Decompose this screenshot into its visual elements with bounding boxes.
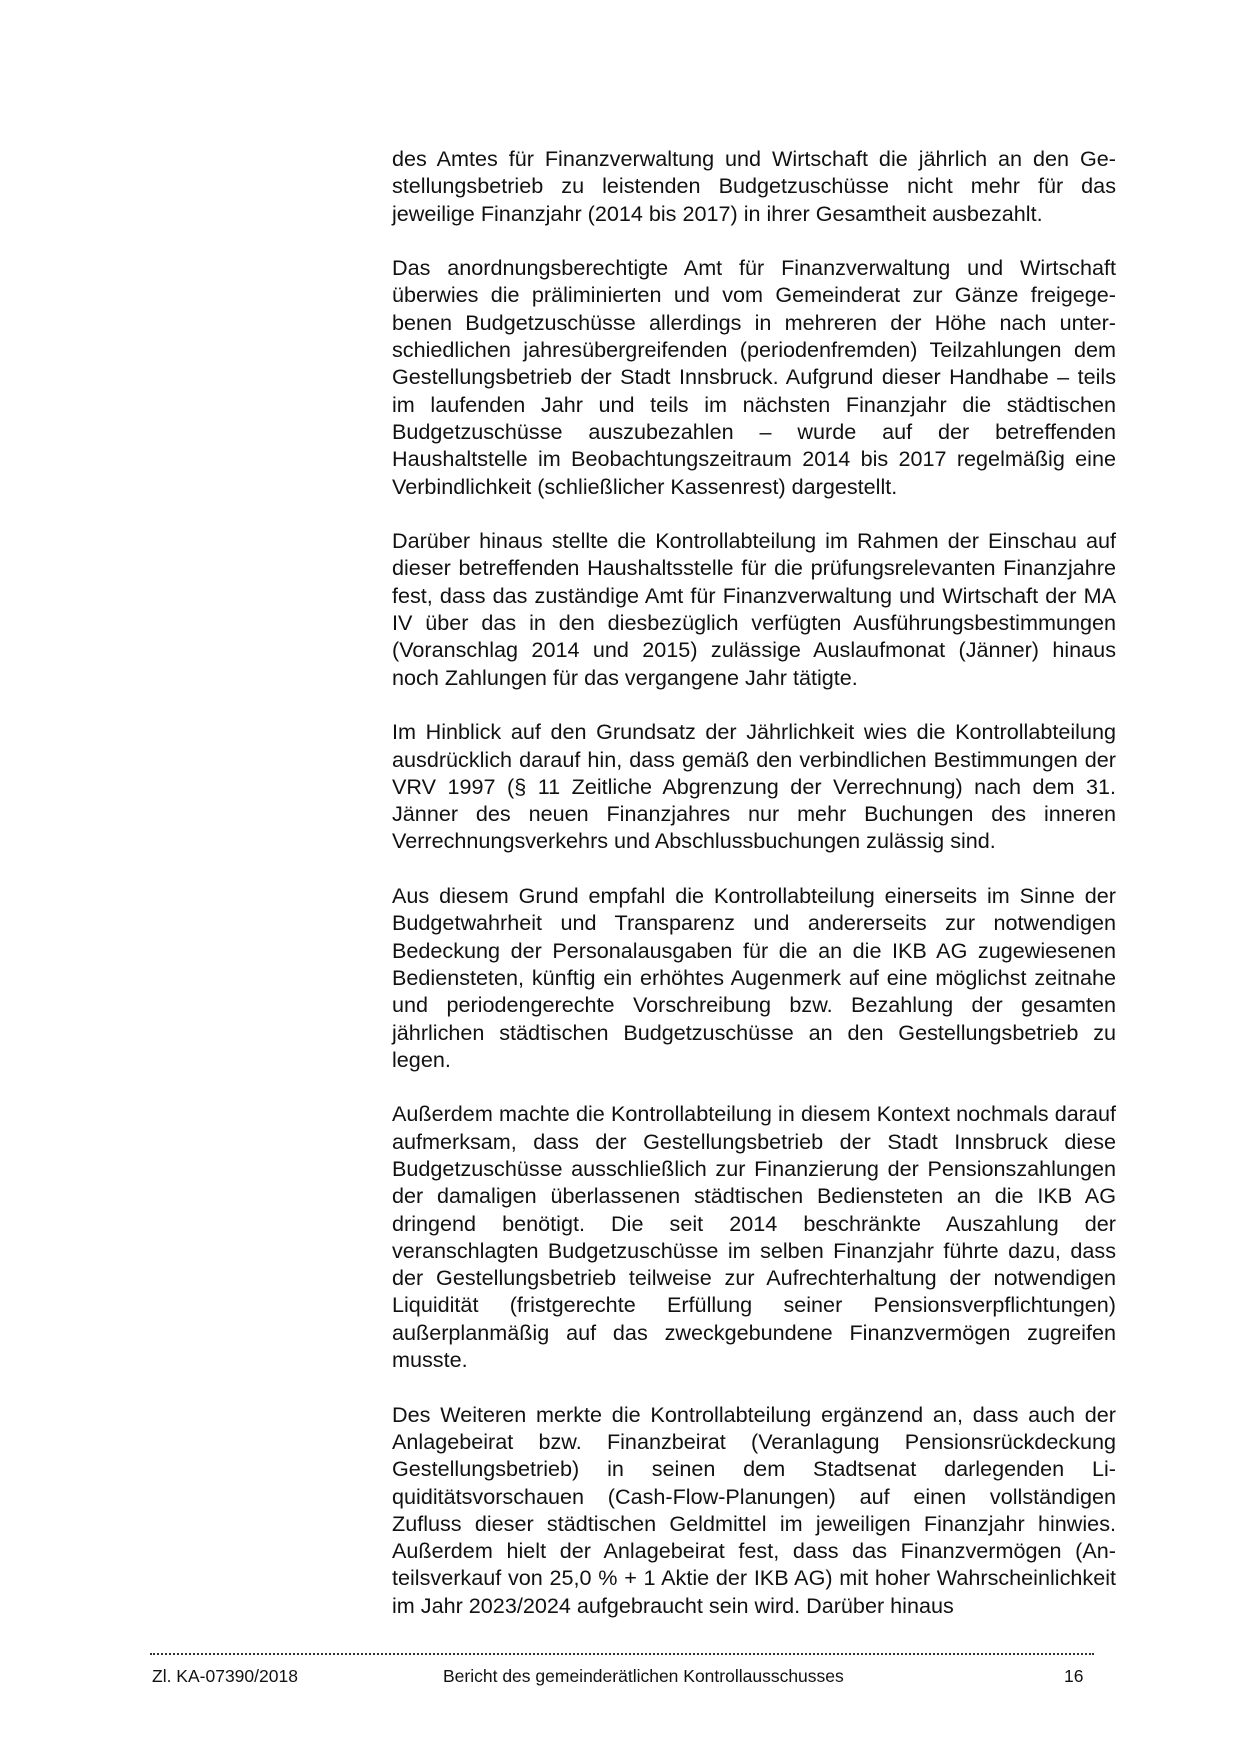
page-number: 16 (1064, 1666, 1084, 1686)
paragraph-audit-finding: Darüber hinaus stellte die Kontrollabteilung im Rahmen der Einschau auf dieser betreffenden Haushaltsstelle für die prüfungsrelevanten Finanzjahre fest, dass das zuständige Amt für Finanzverwaltung und Wirtschaft der MA IV über das in den diesbezüglich verfügten Ausführungsbestimmungen (Voranschlag 2014 und 2015) zulässige Auslaufmonat (Jänner) hinaus noch Zahlungen für das vergangene Jahr tätigte. (392, 528, 1116, 690)
paragraph-budget-payments: des Amtes für Finanzverwaltung und Wirtschaft die jährlich an den Gestellungsbetrieb zu leistenden Budgetzuschüsse nicht mehr für das jeweilige Finanzjahr (2014 bis 2017) in ihrer Gesamtheit ausbezahlt. (392, 146, 1116, 226)
paragraph-liquidity-note: Außerdem machte die Kontrollabteilung in diesem Kontext nochmals darauf aufmerksam, dass der Gestellungsbetrieb der Stadt Innsbruck diese Budgetzuschüsse ausschließlich zur Finanzierung der Pensionszahlungen der damaligen überlassenen städtischen Bediensteten an die IKB AG dringend benötigt. Die seit 2014 beschränkte Auszahlung der veranschlagten Budgetzuschüsse im selben Finanzjahr führte dazu, dass der Gestellungsbetrieb teilweise zur Aufrechterhaltung der notwendigen Liquidität (fristgerechte Erfüllung seiner Pensionsverpflichtungen) außerplanmäßig auf das zweckgebundene Finanzvermögen zugreifen musste. (392, 1101, 1116, 1373)
paragraph-recommendation: Aus diesem Grund empfahl die Kontrollabteilung einerseits im Sinne der Budgetwahrheit und Transparenz und andererseits zur notwendigen Bedeckung der Personalausgaben für die an die IKB AG zugewiesenen Bediensteten, künftig ein erhöhtes Augenmerk auf eine möglichst zeitnahe und periodengerechte Vorschreibung bzw. Bezahlung der gesamten jährlichen städtischen Budgetzuschüsse an den Gestellungsbetrieb zu legen. (392, 883, 1116, 1072)
footer-title: Bericht des gemeinderätlichen Kontrollausschusses (443, 1666, 844, 1686)
paragraph-transfer-installments: Das anordnungsberechtigte Amt für Finanzverwaltung und Wirtschaft überwies die präliminierten und vom Gemeinderat zur Gänze freigegebenen Budgetzuschüsse allerdings in mehreren der Höhe nach unterschiedlichen jahresübergreifenden (periodenfremden) Teilzahlungen dem Gestellungsbetrieb der Stadt Innsbruck. Aufgrund dieser Handhabe – teils im laufenden Jahr und teils im nächsten Finanzjahr die städtischen Budgetzuschüsse auszubezahlen – wurde auf der betreffenden Haushaltstelle im Beobachtungszeitraum 2014 bis 2017 regelmäßig eine Verbindlichkeit (schließlicher Kassenrest) dargestellt. (392, 255, 1116, 499)
footer-divider (150, 1653, 1094, 1655)
footer-reference: Zl. KA-07390/2018 (152, 1666, 298, 1686)
paragraph-annuality-principle: Im Hinblick auf den Grundsatz der Jährlichkeit wies die Kontrollabteilung ausdrücklich darauf hin, dass gemäß den verbindlichen Bestimmungen der VRV 1997 (§ 11 Zeitliche Abgrenzung der Verrechnung) nach dem 31. Jänner des neuen Finanzjahres nur mehr Buchungen des inneren Verrechnungsverkehrs und Abschlussbuchungen zulässig sind. (392, 719, 1116, 854)
report-body (392, 145, 1116, 1619)
paragraph-investment-board: Des Weiteren merkte die Kontrollabteilung ergänzend an, dass auch der Anlagebeirat bzw. Finanzbeirat (Veranlagung Pensionsrückdeckung Gestellungsbetrieb) in seinen dem Stadtsenat darlegenden Liquiditätsvorschauen (Cash-Flow-Planungen) auf einen vollständigen Zufluss dieser städtischen Geldmittel im jeweiligen Finanzjahr hinwies. Außerdem hielt der Anlagebeirat fest, dass das Finanzvermögen (Anteilsverkauf von 25,0 % + 1 Aktie der IKB AG) mit hoher Wahrscheinlichkeit im Jahr 2023/2024 aufgebraucht sein wird. Darüber hinaus (392, 1401, 1116, 1618)
